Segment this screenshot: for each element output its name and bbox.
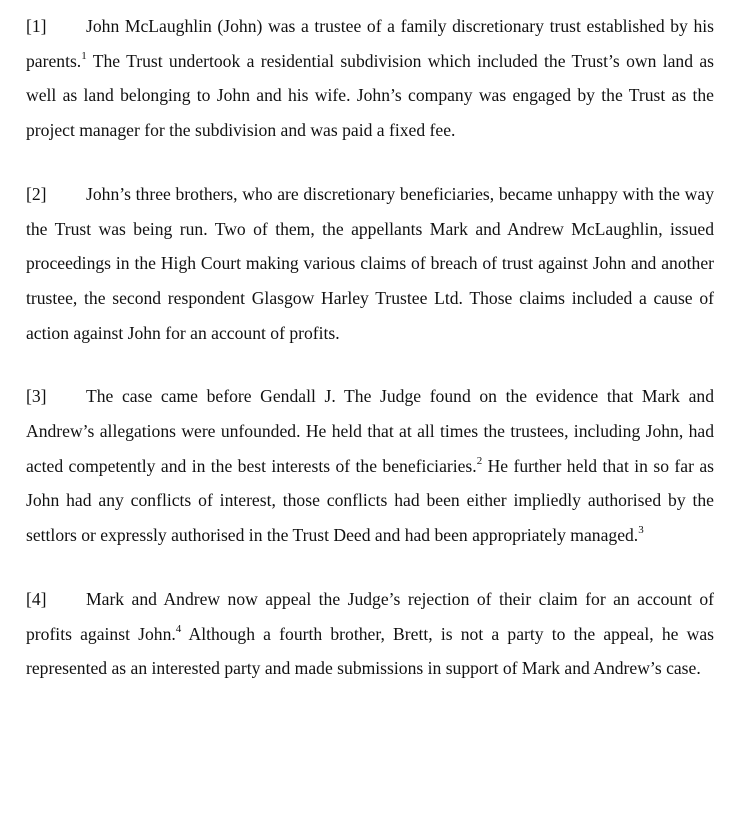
footnote-ref-4[interactable]: 4 bbox=[175, 622, 182, 635]
paragraph-number: [1] bbox=[26, 16, 47, 36]
paragraph-text: Although a fourth brother, Brett, is not a party to the appeal, he was represented as an interested party and made submissions in support of Mark and Andrew’s case. bbox=[26, 623, 714, 679]
paragraph-4 bbox=[26, 582, 714, 686]
footnote-ref-3[interactable]: 3 bbox=[638, 524, 644, 537]
paragraph-text: John McLaughlin (John) was a trustee of a family discretionary trust established by his parents. bbox=[26, 16, 714, 71]
footnote-ref-2[interactable]: 2 bbox=[476, 454, 483, 467]
paragraph-number: [2] bbox=[26, 183, 47, 204]
paragraph-text: John’s three brothers, who are discretionary beneficiaries, became unhappy with the way the Trust was being run. Two of them, the appellants Mark and Andrew McLaughlin, issued proceedings in the High Court making various claims of breach of trust against John and another trustee, the second respondent Glasgow Harley Trustee Ltd. Those claims included a cause of action against John for an account of profits. bbox=[26, 183, 714, 343]
footnote-ref-1[interactable]: 1 bbox=[81, 49, 87, 62]
paragraph-text: The case came before Gendall J. The Judge found on the evidence that Mark and Andrew’s allegations were unfounded. He held that at all times the trustees, including John, had acted competently and in the best interests of the beneficiaries. bbox=[26, 386, 714, 476]
paragraph-1 bbox=[26, 9, 714, 148]
paragraph-number: [3] bbox=[26, 386, 47, 407]
paragraph-2 bbox=[26, 177, 714, 351]
paragraph-text: Mark and Andrew now appeal the Judge’s rejection of their claim for an account of profits against John. bbox=[26, 588, 714, 644]
paragraph-text: The Trust undertook a residential subdivision which included the Trust’s own land as well as land belonging to John and his wife. John’s company was engaged by the Trust as the project manager for the subdivision and was paid a fixed fee. bbox=[26, 50, 714, 141]
paragraph-text: He further held that in so far as John had any conflicts of interest, those conflicts had been either impliedly authorised by the settlors or expressly authorised in the Trust Deed and had been appropriately managed. bbox=[26, 455, 714, 546]
paragraph-3 bbox=[26, 379, 714, 553]
judgment-document bbox=[26, 9, 714, 715]
paragraph-number: [4] bbox=[26, 588, 47, 609]
